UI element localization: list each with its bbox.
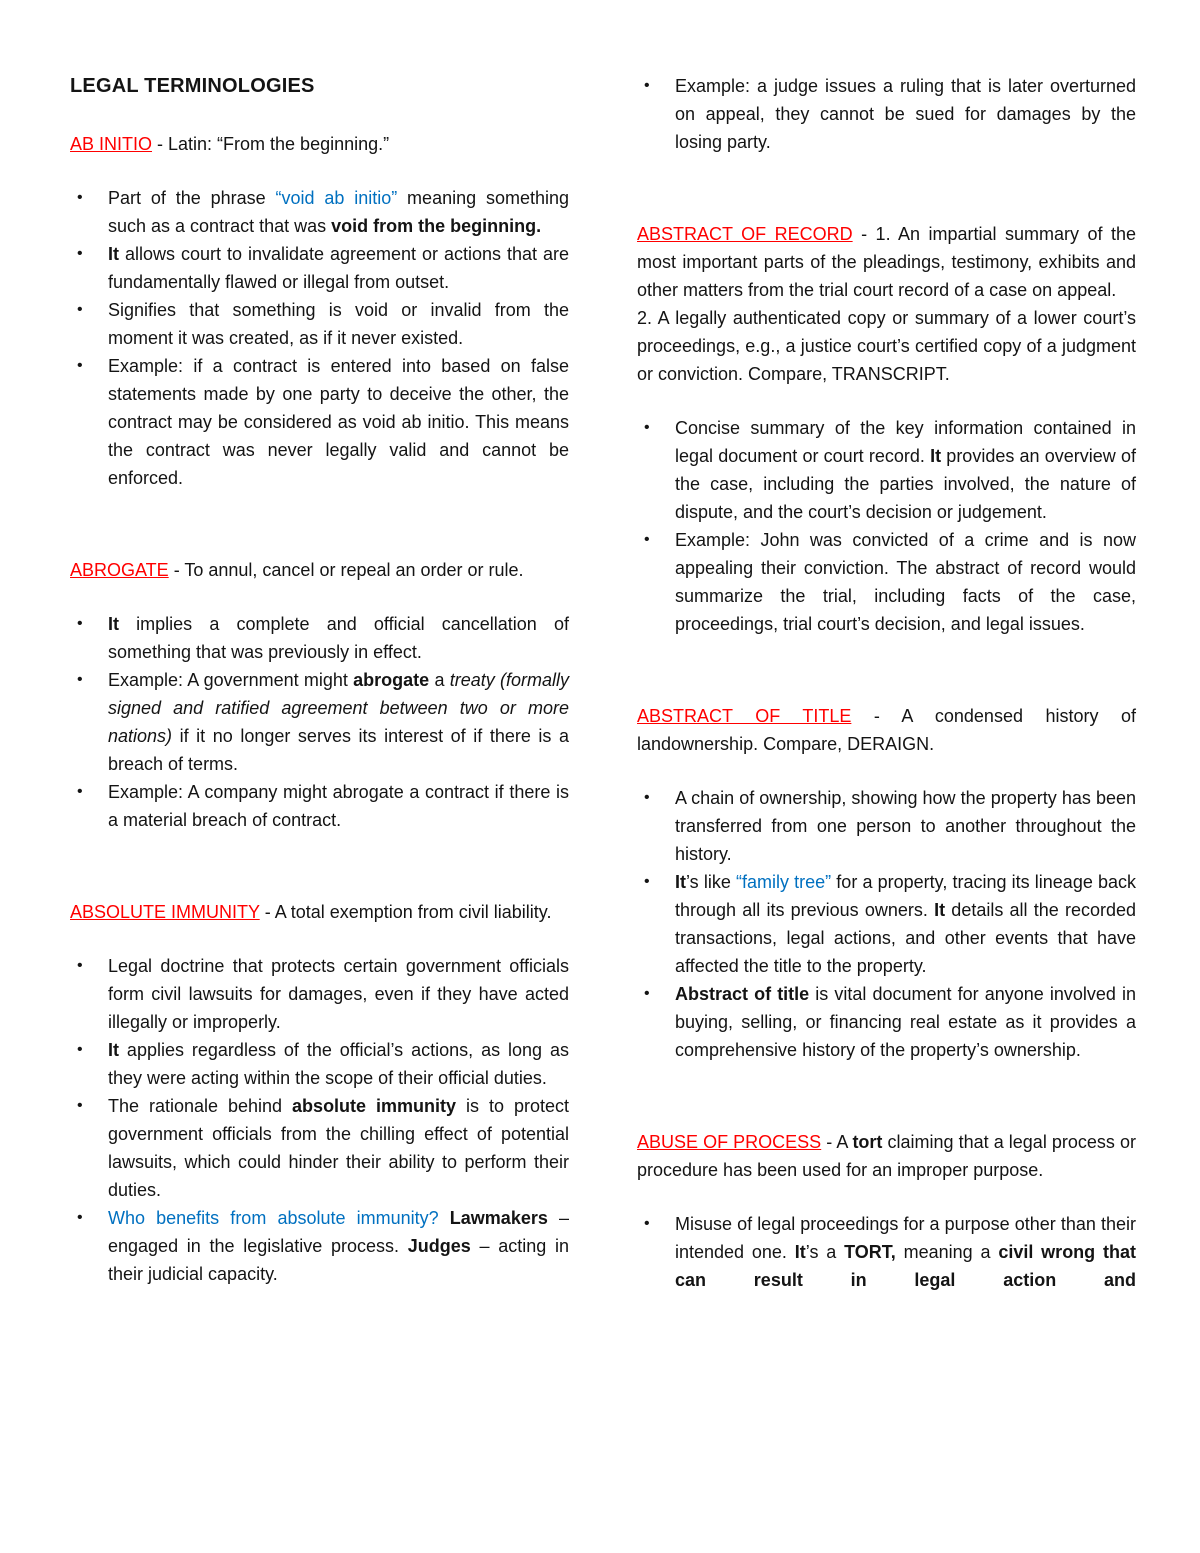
bullet-item [637, 414, 1136, 526]
bullet-text: Part of the phrase “void ab initio” meaning something such as a contract that was void from the beginning. [108, 188, 569, 236]
term-heading-abstract-of-record-cont: 2. A legally authenticated copy or summary of a lower court’s proceedings, e.g., a justice court’s certified copy of a judgment or conviction. Compare, TRANSCRIPT. [637, 308, 1136, 384]
bullet-list-continued [637, 72, 1136, 156]
bullet-text: Abstract of title is vital document for anyone involved in buying, selling, or financing real estate as it provides a comprehensive history of the property’s ownership. [675, 984, 1136, 1060]
bullet-item [70, 610, 569, 666]
bullet-list-abuse-of-process [637, 1210, 1136, 1294]
bullet-text: Who benefits from absolute immunity? Lawmakers – engaged in the legislative process. Judges – acting in their judicial capacity. [108, 1208, 569, 1284]
bullet-marker-icon: • [77, 189, 83, 206]
term-heading-abstract-of-record: ABSTRACT OF RECORD - 1. An impartial summary of the most important parts of the pleadings, testimony, exhibits and other matters from the trial court record of a case on appeal. [637, 224, 1136, 300]
bullet-item [70, 184, 569, 240]
bullet-marker-icon: • [644, 77, 650, 94]
bullet-marker-icon: • [77, 957, 83, 974]
two-column-layout [70, 72, 1136, 1294]
bullet-item [637, 784, 1136, 868]
bullet-marker-icon: • [77, 301, 83, 318]
bullet-text: The rationale behind absolute immunity is to protect government officials from the chilling effect of potential lawsuits, which could hinder their ability to perform their duties. [108, 1096, 570, 1200]
bullet-marker-icon: • [77, 1041, 83, 1058]
bullet-marker-icon: • [77, 357, 83, 374]
bullet-marker-icon: • [77, 1209, 83, 1226]
bullet-item [70, 1036, 569, 1092]
right-column [637, 72, 1136, 1294]
bullet-text: Example: a judge issues a ruling that is later overturned on appeal, they cannot be sued for damages by the losing party. [675, 76, 1136, 152]
term-heading-absolute-immunity: ABSOLUTE IMMUNITY - A total exemption from civil liability. [70, 902, 552, 922]
bullet-marker-icon: • [644, 985, 650, 1002]
bullet-list-absolute-immunity [70, 952, 569, 1288]
bullet-list-ab-initio [70, 184, 569, 492]
left-column [70, 72, 569, 1294]
bullet-item [70, 778, 569, 834]
bullet-list-abrogate [70, 610, 569, 834]
bullet-marker-icon: • [644, 789, 650, 806]
bullet-text: Example: A government might abrogate a treaty (formally signed and ratified agreement between two or more nations) if it no longer serves its interest of if there is a breach of terms. [108, 670, 569, 774]
bullet-item [70, 296, 569, 352]
term-heading-abrogate: ABROGATE - To annul, cancel or repeal an order or rule. [70, 560, 524, 580]
bullet-text: A chain of ownership, showing how the property has been transferred from one person to another throughout the history. [675, 788, 1136, 864]
bullet-item [70, 1204, 569, 1288]
bullet-text: It allows court to invalidate agreement or actions that are fundamentally flawed or illegal from outset. [108, 244, 569, 292]
bullet-item [637, 526, 1136, 638]
bullet-marker-icon: • [77, 615, 83, 632]
bullet-text: Concise summary of the key information contained in legal document or court record. It provides an overview of the case, including the parties involved, the nature of dispute, and the court’s decision or judgement. [675, 418, 1136, 522]
bullet-text: Example: if a contract is entered into based on false statements made by one party to deceive the other, the contract may be considered as void ab initio. This means the contract was never legally valid and cannot be enforced. [108, 356, 569, 488]
bullet-item [70, 240, 569, 296]
bullet-text: Legal doctrine that protects certain government officials form civil lawsuits for damages, even if they have acted illegally or improperly. [108, 956, 569, 1032]
term-heading-ab-initio: AB INITIO - Latin: “From the beginning.” [70, 134, 390, 154]
bullet-item [70, 352, 569, 492]
bullet-text: Misuse of legal proceedings for a purpose other than their intended one. It’s a TORT, meaning a civil wrong that can result in legal action and [675, 1214, 1136, 1290]
bullet-list-abstract-of-title [637, 784, 1136, 1064]
bullet-marker-icon: • [77, 671, 83, 688]
term-heading-abuse-of-process: ABUSE OF PROCESS - A tort claiming that a legal process or procedure has been used for an improper purpose. [637, 1132, 1136, 1180]
bullet-marker-icon: • [644, 531, 650, 548]
bullet-item [637, 980, 1136, 1064]
bullet-item [70, 1092, 569, 1204]
bullet-text: It implies a complete and official cancellation of something that was previously in effect. [108, 614, 569, 662]
bullet-text: It applies regardless of the official’s actions, as long as they were acting within the scope of their official duties. [108, 1040, 569, 1088]
bullet-list-abstract-of-record [637, 414, 1136, 638]
term-heading-abstract-of-title: ABSTRACT OF TITLE - A condensed history of landownership. Compare, DERAIGN. [637, 706, 1136, 754]
page-title: LEGAL TERMINOLOGIES [70, 75, 315, 97]
bullet-item [637, 72, 1136, 156]
bullet-marker-icon: • [644, 873, 650, 890]
bullet-item [637, 868, 1136, 980]
bullet-item [637, 1210, 1136, 1294]
bullet-text: Signifies that something is void or invalid from the moment it was created, as if it never existed. [108, 300, 569, 348]
bullet-marker-icon: • [77, 245, 83, 262]
bullet-marker-icon: • [644, 1215, 650, 1232]
bullet-text: It’s like “family tree” for a property, tracing its lineage back through all its previous owners. It details all the recorded transactions, legal actions, and other events that have affected the title to the property. [675, 872, 1137, 976]
bullet-item [70, 952, 569, 1036]
bullet-marker-icon: • [77, 1097, 83, 1114]
bullet-text: Example: A company might abrogate a contract if there is a material breach of contract. [108, 782, 569, 830]
bullet-text: Example: John was convicted of a crime and is now appealing their conviction. The abstract of record would summarize the trial, including facts of the case, proceedings, trial court’s decision, and legal issues. [675, 530, 1136, 634]
bullet-marker-icon: • [644, 419, 650, 436]
bullet-marker-icon: • [77, 783, 83, 800]
bullet-item [70, 666, 569, 778]
